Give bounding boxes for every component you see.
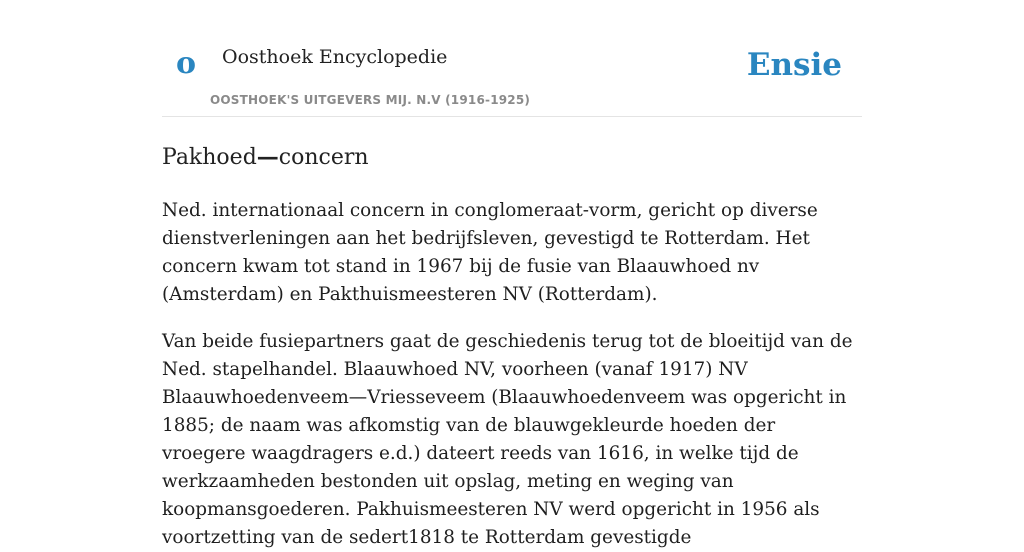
entry-title (162, 143, 862, 173)
entry-paragraph-1: Ned. internationaal concern in conglomeraat-vorm, gericht op diverse dienstverleningen aan het bedrijfsleven, gevestigd te Rotterdam. Het concern kwam tot stand in 1967 bij de fusie van Blaauwhoed nv (Amsterdam) en Pakthuismeesteren NV (Rotterdam). (162, 199, 818, 305)
page (162, 0, 862, 548)
entry-paragraph-2: Van beide fusiepartners gaat de geschiedenis terug tot de bloeitijd van de Ned. stapelhandel. Blaauwhoed NV, voorheen (vanaf 1917) NV Blaauwhoedenveem—Vriesseveem (Blaauwhoedenveem was opgericht in 1885; de naam was afkomstig van de blauwgekleurde hoeden der vroegere waagdragers e.d.) dateert reeds van 1616, in welke tijd de werkzaamheden bestonden uit opslag, meting en weging van koopmansgoederen. Pakhuismeesteren NV werd opgericht in 1956 als voortzetting van de sedert1818 te Rotterdam gevestigde (162, 330, 853, 548)
site-header (162, 0, 862, 117)
entry-title-dash: — (256, 144, 279, 170)
entry-body (162, 197, 862, 552)
entry-title-part2: concern (278, 145, 369, 170)
brand-logo[interactable]: Ensie (746, 47, 842, 83)
site-logo[interactable]: o (176, 46, 197, 81)
site-title[interactable]: Oosthoek Encyclopedie (222, 46, 448, 68)
entry-title-part1: Pakhoed (162, 145, 257, 170)
site-subtitle: OOSTHOEK'S UITGEVERS MIJ. N.V (1916-1925) (210, 93, 531, 107)
